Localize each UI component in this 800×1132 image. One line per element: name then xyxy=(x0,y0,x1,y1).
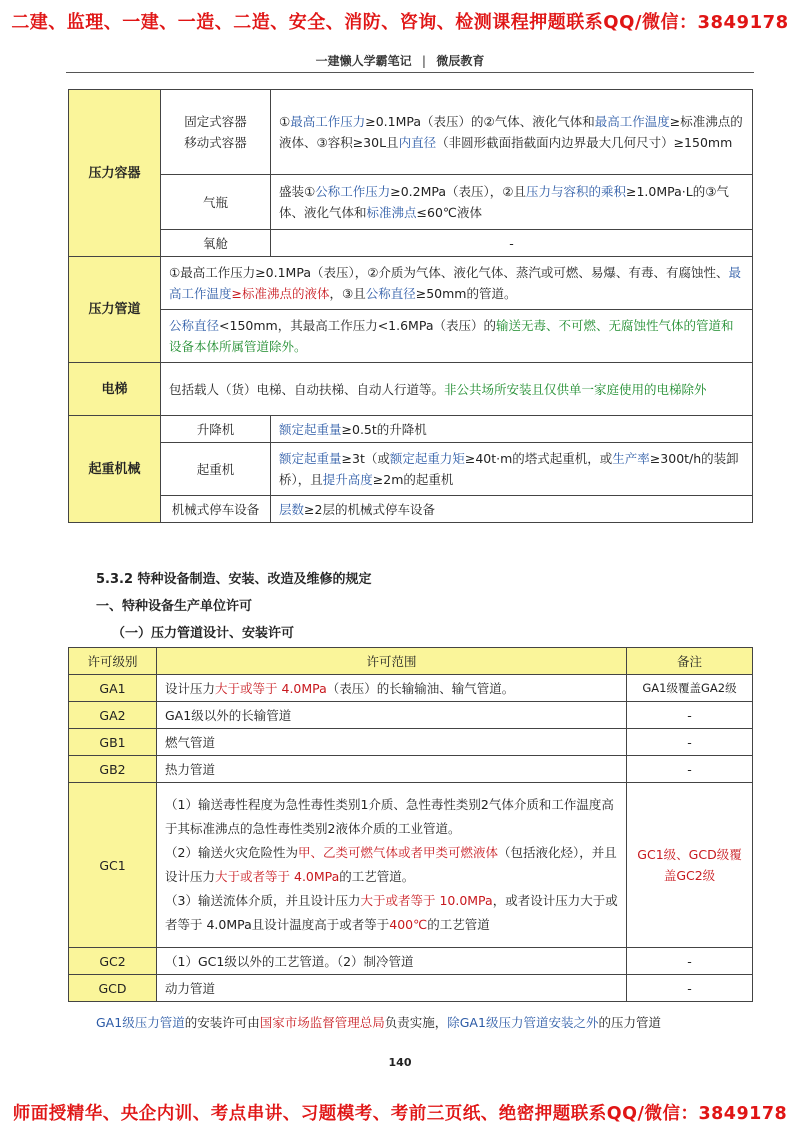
vessel-type-cell xyxy=(161,90,271,175)
table-row xyxy=(69,975,753,1002)
highlight-run: 内直径 xyxy=(398,135,437,150)
header-brand: 微辰教育 xyxy=(436,54,485,68)
scope-cell: （1）GC1级以外的工艺管道。（2）制冷管道 xyxy=(157,948,627,975)
top-promo-banner: 二建、监理、一建、一造、二造、安全、消防、咨询、检测课程押题联系QQ/微信：3849178 xyxy=(11,12,789,33)
parking-criteria xyxy=(271,496,753,523)
text-run: （2）输送火灾危险性为 xyxy=(165,845,298,860)
highlight-run: 额定起重力矩 xyxy=(389,451,465,466)
text-run: 负责实施， xyxy=(384,1015,448,1030)
header-title: 一建懒人学霸笔记 xyxy=(315,54,412,68)
table-row xyxy=(69,363,753,416)
mobile-vessel-label: 移动式容器 xyxy=(184,135,247,150)
category-pressure-vessel: 压力容器 xyxy=(69,90,161,257)
note-cell: GA1级覆盖GA2级 xyxy=(627,675,753,702)
text-run: ≥0.1MPa（表压）的②气体、液化气体和 xyxy=(365,114,595,129)
highlight-run: 大于或者等于 10.0MPa xyxy=(360,893,493,908)
highlight-run: 最高工作温度 xyxy=(169,265,741,301)
highlight-run: 公称直径 xyxy=(169,318,220,333)
highlight-run: 输送无毒、不可燃、无腐蚀性气体的管道和设备本体所属管道除外。 xyxy=(169,318,734,354)
scope-cell xyxy=(157,675,627,702)
section-heading-532: 5.3.2 特种设备制造、安装、改造及维修的规定 xyxy=(96,572,372,587)
gc1-item-1: （1）输送毒性程度为急性毒性类别1介质、急性毒性类别2气体介质和工作温度高于其标准沸点的急性毒性类别2液体介质的工业管道。 xyxy=(165,797,614,836)
text-run: ≥0.5t的升降机 xyxy=(341,421,427,437)
elevator-criteria xyxy=(161,363,753,416)
scope-cell: 热力管道 xyxy=(157,756,627,783)
category-crane: 起重机械 xyxy=(69,416,161,523)
highlight-run: 标准沸点 xyxy=(366,205,417,220)
highlight-run: 额定起重量 xyxy=(279,451,342,466)
text-run: 的压力管道 xyxy=(598,1015,661,1030)
level-cell: GB1 xyxy=(69,729,157,756)
table-row xyxy=(69,257,753,310)
footnote xyxy=(96,1013,661,1031)
table-row xyxy=(69,496,753,523)
text-run: ≥0.2MPa（表压），②且 xyxy=(390,184,526,199)
note-cell: - xyxy=(627,729,753,756)
highlight-run: 生产率 xyxy=(612,451,650,466)
text-run: 的工艺管道。 xyxy=(339,869,415,884)
highlight-run: 公称工作压力 xyxy=(315,184,391,199)
level-cell: GC1 xyxy=(69,783,157,948)
text-run: ≤60℃液体 xyxy=(416,205,482,220)
license-table xyxy=(68,647,753,1002)
text-run: 包括载人（货）电梯、自动扶梯、自动人行道等。 xyxy=(169,381,445,397)
col-header-scope: 许可范围 xyxy=(157,648,627,675)
crane-criteria xyxy=(271,443,753,496)
equipment-table xyxy=(68,89,753,523)
oxygen-chamber-criteria: - xyxy=(271,230,753,257)
section-heading-1-1: （一）压力管道设计、安装许可 xyxy=(112,626,295,641)
level-cell: GA2 xyxy=(69,702,157,729)
highlight-run: 大于或者等于 4.0MPa xyxy=(215,869,340,884)
highlight-run: 额定起重量 xyxy=(279,421,342,437)
highlight-run: 提升高度 xyxy=(322,472,373,487)
highlight-run: ≥标准沸点的液体 xyxy=(231,286,330,301)
section-heading-1: 一、特种设备生产单位许可 xyxy=(96,599,253,614)
crane-label: 起重机 xyxy=(161,443,271,496)
scope-cell: GA1级以外的长输管道 xyxy=(157,702,627,729)
col-header-note: 备注 xyxy=(627,648,753,675)
note-cell: GC1级、GCD级覆盖GC2级 xyxy=(627,783,753,948)
scope-cell: 动力管道 xyxy=(157,975,627,1002)
text-run: 盛装① xyxy=(279,184,316,199)
pipe-criteria xyxy=(161,257,753,310)
table-row xyxy=(69,310,753,363)
hoist-criteria xyxy=(271,416,753,443)
table-row xyxy=(69,443,753,496)
text-run: ≥3t（或 xyxy=(341,451,390,466)
cylinder-label: 气瓶 xyxy=(161,175,271,230)
text-run: （非圆形截面指截面内边界最大几何尺寸）≥150mm xyxy=(436,135,733,150)
category-pressure-pipe: 压力管道 xyxy=(69,257,161,363)
gc1-item-2 xyxy=(165,841,618,889)
text-run: （包括液化烃），并且设计压力 xyxy=(165,845,617,884)
highlight-run: 压力与容积的乘积 xyxy=(525,184,626,199)
table-row xyxy=(69,756,753,783)
text-run: ≥标准沸点的液体、③容积≥30L且 xyxy=(279,114,743,150)
highlight-run: 最高工作压力 xyxy=(290,114,366,129)
bottom-promo-banner: 师面授精华、央企内训、考点串讲、习题模考、考前三页纸、绝密押题联系QQ/微信：3849178 xyxy=(12,1104,788,1124)
category-elevator: 电梯 xyxy=(69,363,161,416)
gc1-item-3 xyxy=(165,889,618,937)
text-run: ≥2层的机械式停车设备 xyxy=(304,501,435,517)
table-row xyxy=(69,702,753,729)
header-divider xyxy=(66,72,754,73)
page-header xyxy=(0,52,800,69)
note-cell: - xyxy=(627,756,753,783)
highlight-run: 除GA1级压力管道安装之外 xyxy=(447,1015,599,1030)
hoist-label: 升降机 xyxy=(161,416,271,443)
highlight-run: 公称直径 xyxy=(365,286,416,301)
table-row xyxy=(69,230,753,257)
highlight-run: 400℃ xyxy=(389,917,428,932)
table-row xyxy=(69,675,753,702)
text-run: ≥50mm的管道。 xyxy=(415,286,517,301)
table-row xyxy=(69,416,753,443)
text-run: 的安装许可由 xyxy=(184,1015,260,1030)
table-row xyxy=(69,175,753,230)
highlight-run: 非公共场所安装且仅供单一家庭使用的电梯除外 xyxy=(444,381,707,397)
col-header-level: 许可级别 xyxy=(69,648,157,675)
highlight-run: GA1级压力管道 xyxy=(96,1015,185,1030)
note-cell: - xyxy=(627,702,753,729)
highlight-run: 大于或等于 4.0MPa xyxy=(215,680,327,696)
text-run: 设计压力 xyxy=(165,680,216,696)
parking-label: 机械式停车设备 xyxy=(161,496,271,523)
cylinder-criteria xyxy=(271,175,753,230)
level-cell: GB2 xyxy=(69,756,157,783)
oxygen-chamber-label: 氧舱 xyxy=(161,230,271,257)
text-run: ≥40t·m的塔式起重机，或 xyxy=(464,451,613,466)
text-run: ≥2m的起重机 xyxy=(372,472,454,487)
table-row xyxy=(69,948,753,975)
vessel-criteria xyxy=(271,90,753,175)
level-cell: GCD xyxy=(69,975,157,1002)
scope-cell xyxy=(157,783,627,948)
highlight-run: 最高工作温度 xyxy=(594,114,670,129)
highlight-run: 国家市场监督管理总局 xyxy=(259,1015,385,1030)
table-row xyxy=(69,729,753,756)
text-run: （3）输送流体介质，并且设计压力 xyxy=(165,893,361,908)
text-run: ≥1.0MPa·L的③气体、液化气体和 xyxy=(279,184,729,220)
table-row xyxy=(69,90,753,175)
highlight-run: 甲、乙类可燃气体或者甲类可燃液体 xyxy=(297,845,498,860)
text-run: <150mm，其最高工作压力<1.6MPa（表压）的 xyxy=(219,318,496,333)
pipe-exclusion xyxy=(161,310,753,363)
text-run: ，或者设计压力大于或者等于 4.0MPa且设计温度高于或者等于 xyxy=(165,893,618,932)
level-cell: GA1 xyxy=(69,675,157,702)
text-run: ，③且 xyxy=(329,286,366,301)
text-run: ① xyxy=(279,114,291,129)
text-run: ≥300t/h的装卸桥），且 xyxy=(279,451,739,487)
highlight-run: 层数 xyxy=(279,501,305,517)
note-cell: - xyxy=(627,975,753,1002)
header-separator: | xyxy=(421,54,427,68)
scope-cell: 燃气管道 xyxy=(157,729,627,756)
text-run: （表压）的长输输油、输气管道。 xyxy=(326,680,515,696)
page-number: 140 xyxy=(388,1056,412,1069)
text-run: ①最高工作压力≥0.1MPa（表压），②介质为气体、液化气体、蒸汽或可燃、易爆、有毒、有腐蚀性、 xyxy=(169,265,729,280)
table-row xyxy=(69,783,753,948)
table-header-row xyxy=(69,648,753,675)
fixed-vessel-label: 固定式容器 xyxy=(184,114,247,129)
note-cell: - xyxy=(627,948,753,975)
text-run: 的工艺管道 xyxy=(427,917,490,932)
level-cell: GC2 xyxy=(69,948,157,975)
